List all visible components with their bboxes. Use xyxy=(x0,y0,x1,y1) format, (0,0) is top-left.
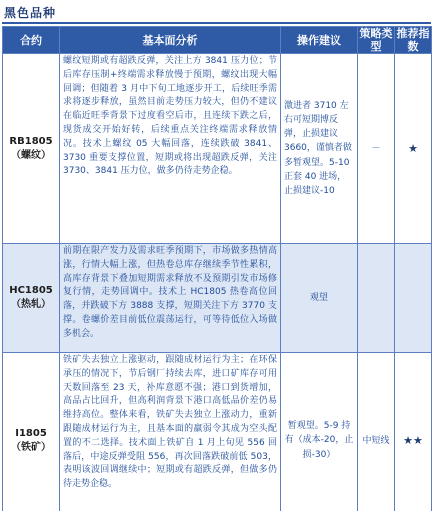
title-divider xyxy=(2,22,431,24)
advice-cell: 观望 xyxy=(281,244,358,353)
strategy-type-cell: 中短线 xyxy=(358,353,395,511)
advice-cell: 暂观望。5-9 持有（成本-20，止损-30） xyxy=(281,353,358,511)
contract-name: （铁矿） xyxy=(11,441,51,453)
analysis-cell: 铁矿失去独立上涨驱动，跟随成材运行为主；在环保承压的情况下，节后钢厂持续去库，进口矿库存可用天数回落至 23 天，补库意愿不强；港口到货增加，高品占比回升，但高利润背景下港口高低品价差仍易维持高位。整体来看，铁矿失去独立上涨动力，重新跟随成材运行为主，且基本面的羸弱令其成为空头配置的不二选择。技术面上铁矿自 1 月上旬见 556 回落后，中途反弹受阻 556，再次回落跌破前低 503，表明该波回调继续中；短期或有超跌反弹，但做多仍待走势企稳。 xyxy=(60,353,281,511)
rating-stars: ★ xyxy=(395,54,432,244)
contract-cell xyxy=(3,353,60,511)
table-row-rebar xyxy=(3,54,432,244)
contract-name: （热轧） xyxy=(11,299,51,310)
advice-cell: 激进者 3710 左右可短期博反弹，止损建议 3660，谨慎者做多暂观望。5-10 正套 40 进场，止损建议-10 xyxy=(281,54,358,244)
table-header-row xyxy=(3,27,432,54)
rating-stars: ★★ xyxy=(395,353,432,511)
strategy-type-cell xyxy=(358,244,395,353)
recommendation-table xyxy=(2,26,432,511)
contract-cell xyxy=(3,244,60,353)
section-title: 黑色品种 xyxy=(4,6,57,20)
table-row-iron-ore xyxy=(3,353,432,511)
analysis-cell: 前期在限产发力及需求旺季预期下，市场做多热情高涨，行情大幅上涨，但热卷总库存继续季节性累积，高库存背景下叠加短期需求释放不及预期引发市场修复行情，走势回调中。技术上 HC1805 热卷高位回落，并跌破下方 3888 支撑，短期关注下方 3770 支撑。卷螺价差目前低位震荡运行，可等待低位入场做多机会。 xyxy=(60,244,281,353)
contract-cell xyxy=(3,54,60,244)
analysis-cell: 螺纹短期或有超跌反弹，关注上方 3841 压力位；节后库存压制+终端需求释放慢于预期，螺纹出现大幅回调；但随着 3 月中下旬工地逐步开工，后续旺季需求将逐步释放，虽然目前走势压力较大，但仍不建议在临近旺季背景下过度看空后市，且连续下跌之后，现货成交开始好转，后续重点关注终端需求释放情况。技术上螺纹 05 大幅回落，连续跌破 3841、3730 重要支撑位置，短期或将出现超跌反弹，关注 3730、3841 压力位，做多仍待走势企稳。 xyxy=(60,54,281,244)
contract-code: I1805 xyxy=(15,427,47,439)
header-strategy-type: 策略类型 xyxy=(359,27,393,53)
rating-stars xyxy=(395,244,432,353)
header-advice: 操作建议 xyxy=(281,27,358,54)
contract-name: （螺纹） xyxy=(11,149,51,161)
strategy-type-cell: － xyxy=(358,54,395,244)
contract-code: HC1805 xyxy=(9,285,53,296)
table-row-hot-rolled xyxy=(3,244,432,353)
header-contract: 合约 xyxy=(3,27,60,54)
header-rating: 推荐指数 xyxy=(396,27,430,53)
contract-code: RB1805 xyxy=(9,135,53,147)
header-analysis: 基本面分析 xyxy=(60,27,281,54)
